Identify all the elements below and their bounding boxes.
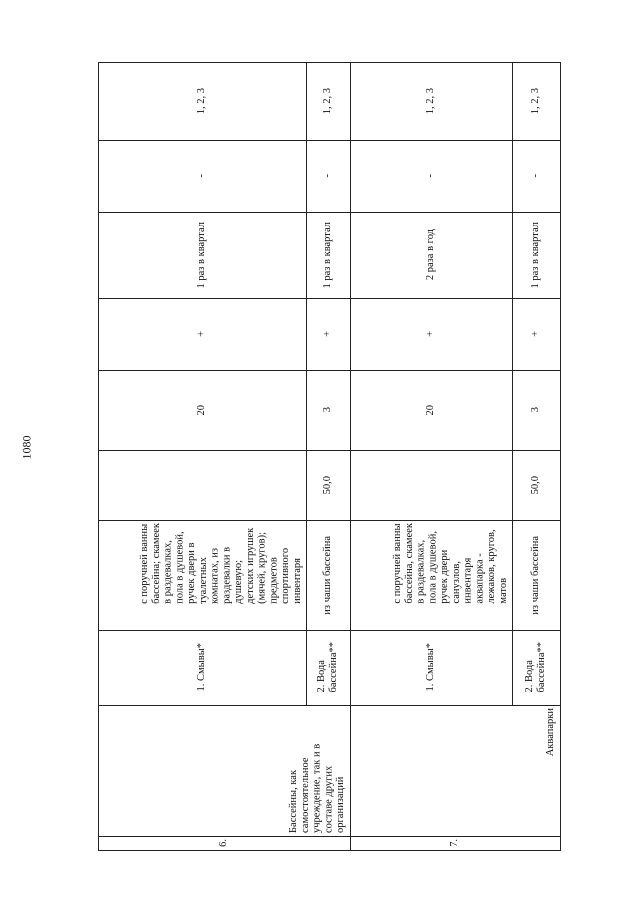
table-rule (98, 850, 561, 851)
sample-volume-text: 50,0 (530, 475, 542, 495)
indicator-codes-text: 1, 2, 3 (196, 87, 208, 115)
sample-type (306, 630, 350, 705)
test-mark (350, 298, 512, 370)
sample-type-text: 2. Вода бассейна** (316, 642, 339, 693)
frequency-text: 1 раз в квартал (322, 221, 334, 289)
sample-count-text: 20 (196, 404, 208, 416)
sample-volume (512, 450, 560, 520)
frequency (306, 212, 350, 298)
indicator-codes-text: 1, 2, 3 (425, 87, 437, 115)
page-number: 1080 (19, 435, 34, 460)
sampling-location (512, 520, 560, 630)
indicator-codes (350, 62, 512, 140)
sample-volume (350, 450, 512, 520)
indicator-codes (98, 62, 306, 140)
sample-volume-text: 50,0 (322, 475, 334, 495)
facility-name (350, 705, 560, 836)
frequency (512, 212, 560, 298)
facility-name-text: Аквапарки (545, 708, 557, 757)
sample-count (350, 370, 512, 450)
sampling-location (306, 520, 350, 630)
sample-count-text: 20 (425, 404, 437, 416)
dash-mark-text: - (196, 174, 208, 178)
sampling-location-text: с поручней ванны бассейна; скамеек в раздевалках, пола в душевой, ручек двери в туалетных комнатах, из раздевалки в душевую; детских игрушек (мячей, кругов); предметов спортивного инвентаря (138, 523, 303, 604)
row-number-text: 7. (449, 839, 461, 847)
sample-type (512, 630, 560, 705)
sample-type-text: 2. Вода бассейна** (524, 642, 547, 693)
test-mark (306, 298, 350, 370)
sample-type (98, 630, 306, 705)
dash-mark-text: - (425, 174, 437, 178)
dash-mark (98, 140, 306, 212)
sampling-location-text: с поручней ванны бассейна, скамеек в раздевалках, пола в душевой, ручек двери санузлов, инвентаря аквапарка - лежаков, кругов, матов (391, 523, 509, 604)
sample-count (98, 370, 306, 450)
test-mark (512, 298, 560, 370)
dash-mark (306, 140, 350, 212)
sample-count (306, 370, 350, 450)
sample-count-text: 3 (530, 407, 542, 413)
test-mark-text: + (196, 331, 208, 337)
row-number (350, 836, 560, 850)
sampling-location (350, 520, 512, 630)
dash-mark (350, 140, 512, 212)
test-mark (98, 298, 306, 370)
sample-count (512, 370, 560, 450)
table-rule (560, 62, 561, 850)
test-mark-text: + (425, 331, 437, 337)
frequency (98, 212, 306, 298)
sample-volume (306, 450, 350, 520)
sample-volume (98, 450, 306, 520)
facility-name (98, 705, 350, 836)
frequency-text: 1 раз в квартал (196, 221, 208, 289)
dash-mark-text: - (322, 174, 334, 178)
row-number (98, 836, 350, 850)
sample-type (350, 630, 512, 705)
frequency (350, 212, 512, 298)
indicator-codes-text: 1, 2, 3 (322, 87, 334, 115)
test-mark-text: + (322, 331, 334, 337)
facility-name-text: Бассейны, как самостоятельное учреждение, так и в составе других организаций (288, 743, 347, 833)
sample-type-text: 1. Смывы* (425, 643, 437, 692)
dash-mark-text: - (530, 174, 542, 178)
sampling-location-text: из чаши бассейна (322, 535, 334, 615)
dash-mark (512, 140, 560, 212)
frequency-text: 2 раза в год (425, 229, 437, 281)
sample-count-text: 3 (322, 407, 334, 413)
sampling-location (98, 520, 306, 630)
frequency-text: 1 раз в квартал (530, 221, 542, 289)
indicator-codes-text: 1, 2, 3 (530, 87, 542, 115)
sampling-location-text: из чаши бассейна (530, 535, 542, 615)
indicator-codes (512, 62, 560, 140)
test-mark-text: + (530, 331, 542, 337)
row-number-text: 6. (218, 839, 230, 847)
indicator-codes (306, 62, 350, 140)
sample-type-text: 1. Смывы* (196, 643, 208, 692)
